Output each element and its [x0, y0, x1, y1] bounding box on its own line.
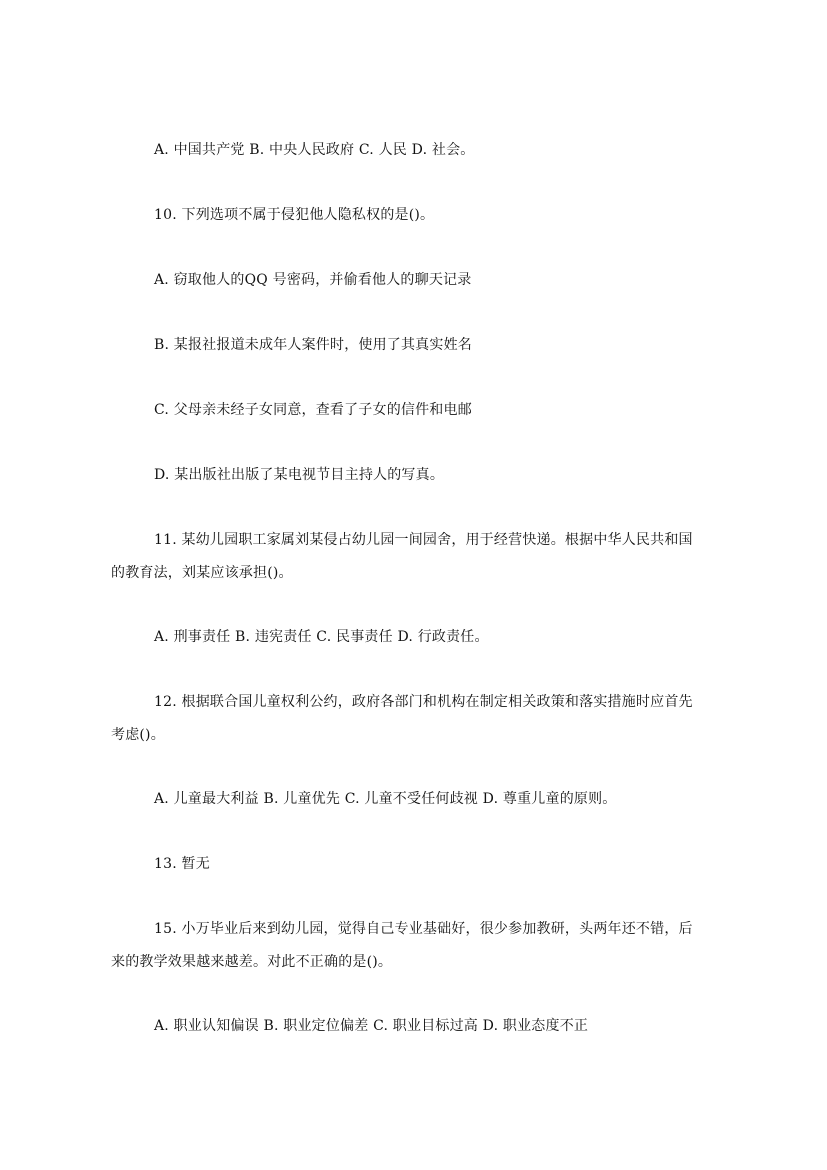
- question-13: [111, 848, 711, 881]
- question-10: [111, 199, 711, 232]
- paragraph-line: A. 刑事责任 B. 违宪责任 C. 民事责任 D. 行政责任。: [154, 629, 489, 645]
- paragraph-line: 来的教学效果越来越差。对此不正确的是()。: [111, 954, 393, 970]
- answer-option-10b: [111, 329, 711, 362]
- answer-option-10a: [111, 264, 711, 297]
- answer-options-q9: [111, 134, 711, 167]
- answer-options-q12: [111, 783, 711, 816]
- question-15: [111, 913, 711, 979]
- paragraph-line: A. 职业认知偏误 B. 职业定位偏差 C. 职业目标过高 D. 职业态度不正: [154, 1018, 589, 1034]
- paragraph-line: 13. 暂无: [154, 856, 210, 872]
- paragraph-line: 15. 小万毕业后来到幼儿园，觉得自己专业基础好，很少参加教研，头两年还不错，后: [154, 921, 693, 937]
- paragraph-line: 考虑()。: [111, 727, 165, 743]
- answer-option-10c: [111, 394, 711, 427]
- paragraph-line: 的教育法，刘某应该承担()。: [111, 565, 293, 581]
- answer-options-q15: [111, 1010, 711, 1043]
- paragraph-line: B. 某报社报道未成年人案件时，使用了其真实姓名: [154, 337, 472, 353]
- question-12: [111, 686, 711, 752]
- paragraph-line: 12. 根据联合国儿童权利公约，政府各部门和机构在制定相关政策和落实措施时应首先: [154, 694, 693, 710]
- paragraph-line: C. 父母亲未经子女同意，查看了子女的信件和电邮: [154, 402, 472, 418]
- paragraph-line: A. 中国共产党 B. 中央人民政府 C. 人民 D. 社会。: [154, 142, 475, 158]
- question-11: [111, 524, 711, 590]
- paragraph-line: D. 某出版社出版了某电视节目主持人的写真。: [154, 467, 445, 483]
- answer-option-10d: [111, 459, 711, 492]
- answer-options-q11: [111, 621, 711, 654]
- paragraph-line: A. 窃取他人的QQ 号密码，并偷看他人的聊天记录: [154, 272, 472, 288]
- paragraph-line: 10. 下列选项不属于侵犯他人隐私权的是()。: [154, 207, 435, 223]
- paragraph-line: 11. 某幼儿园职工家属刘某侵占幼儿园一间园舍，用于经营快递。根据中华人民共和国: [154, 532, 693, 548]
- paragraph-line: A. 儿童最大利益 B. 儿童优先 C. 儿童不受任何歧视 D. 尊重儿童的原则。: [154, 791, 617, 807]
